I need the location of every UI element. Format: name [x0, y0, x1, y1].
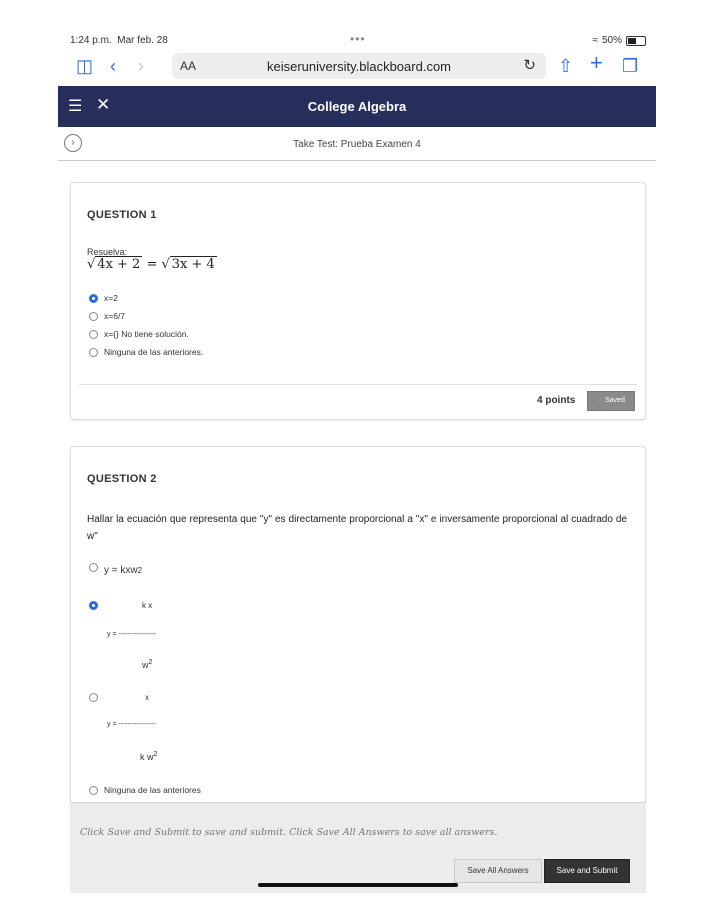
- status-bar: [70, 30, 646, 50]
- radio-selected[interactable]: [89, 601, 98, 610]
- radio[interactable]: [89, 348, 98, 357]
- question-1-title: QUESTION 1: [87, 209, 157, 221]
- question-1-formula: √ 4x + 2 = √ 3x + 4: [87, 257, 215, 272]
- question-2-option-1[interactable]: y = kxw 2: [89, 565, 142, 576]
- status-indicators: [592, 35, 646, 46]
- option-2-equation: y = ----------------: [107, 631, 156, 638]
- question-1-prompt: Resuelva:: [87, 247, 128, 257]
- browser-toolbar: [70, 52, 646, 82]
- text-size-button[interactable]: AA: [180, 59, 197, 73]
- option-3-numerator: x: [145, 693, 149, 702]
- question-1-points: 4 points: [537, 395, 576, 406]
- home-indicator[interactable]: [258, 883, 458, 887]
- question-2-text: Hallar la ecuación que representa que "y" es directamente proporcional a "x" e inversamente proporcional al cuadrado de w": [87, 514, 627, 542]
- divider: [79, 384, 637, 385]
- question-1-option-1[interactable]: x=2: [89, 293, 118, 303]
- question-2-title: QUESTION 2: [87, 473, 157, 485]
- question-1-option-3[interactable]: x={} No tiene solución.: [89, 329, 189, 339]
- question-2-option-2[interactable]: [89, 601, 104, 610]
- option-3-equation: y = ----------------: [107, 721, 156, 728]
- address-bar[interactable]: [172, 53, 546, 79]
- radio[interactable]: [89, 693, 98, 702]
- option-2-denominator: $w^2$: [142, 659, 153, 670]
- sidebar-icon[interactable]: ◫: [76, 56, 94, 76]
- multitask-dots[interactable]: •••: [350, 32, 366, 46]
- radio[interactable]: [89, 563, 98, 572]
- course-header: [58, 86, 656, 127]
- save-all-answers-button[interactable]: Save All Answers: [454, 859, 542, 883]
- battery-percent: 50%: [601, 35, 622, 46]
- radio-selected[interactable]: [89, 294, 98, 303]
- menu-icon[interactable]: ☰: [68, 98, 83, 115]
- share-icon[interactable]: ⇧: [558, 56, 574, 76]
- forward-icon[interactable]: ›: [138, 56, 144, 76]
- status-time: 1:24 p.m. Mar feb. 28: [70, 35, 168, 46]
- question-1-option-4[interactable]: Ninguna de las anteriores.: [89, 347, 203, 357]
- radio[interactable]: [89, 330, 98, 339]
- tabs-icon[interactable]: ❐: [622, 56, 639, 76]
- radio[interactable]: [89, 786, 98, 795]
- chevron-right-icon[interactable]: ›: [64, 134, 82, 152]
- option-3-denominator: k $w^2$: [140, 751, 158, 762]
- radio[interactable]: [89, 312, 98, 321]
- question-1-option-2[interactable]: x=6/7: [89, 311, 125, 321]
- check-icon: ✓: [597, 397, 604, 404]
- question-1-card: [70, 182, 646, 420]
- save-and-submit-button[interactable]: Save and Submit: [544, 859, 630, 883]
- question-2-option-4[interactable]: Ninguna de las anteriores: [89, 785, 201, 795]
- question-2-card: [70, 446, 646, 803]
- question-2-option-3[interactable]: [89, 693, 104, 702]
- course-title: College Algebra: [307, 99, 407, 114]
- test-subheader: [58, 128, 656, 161]
- back-icon[interactable]: ‹: [110, 56, 116, 76]
- wifi-icon: ≈: [592, 35, 598, 46]
- option-2-numerator: k x: [142, 601, 153, 610]
- test-title: Take Test: Prueba Examen 4: [293, 139, 421, 150]
- battery-icon: [626, 36, 646, 46]
- status-date: Mar feb. 28: [117, 35, 168, 46]
- new-tab-icon[interactable]: +: [590, 50, 603, 75]
- saved-status-badge: ✓ Saved: [587, 391, 635, 411]
- submit-footer: [70, 802, 646, 893]
- footer-instructions: Click Save and Submit to save and submit. Click Save All Answers to save all answers.: [80, 827, 498, 838]
- close-icon[interactable]: ✕: [96, 95, 111, 114]
- url-text: keiseruniversity.blackboard.com: [267, 59, 451, 74]
- reload-icon[interactable]: ↻: [523, 57, 536, 74]
